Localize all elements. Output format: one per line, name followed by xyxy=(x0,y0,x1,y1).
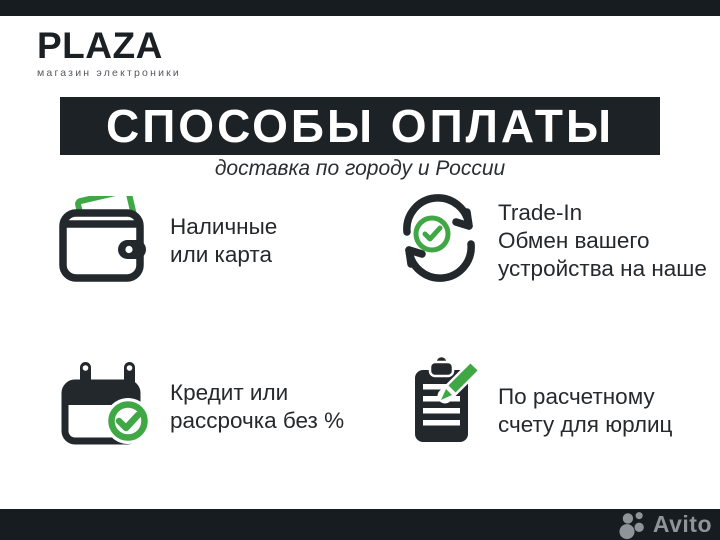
item-line: рассрочка без % xyxy=(170,408,345,433)
item-line: счету для юрлиц xyxy=(498,412,673,437)
brand-logo xyxy=(37,27,181,79)
delivery-subtitle: доставка по городу и России xyxy=(214,157,506,180)
watermark-bar xyxy=(0,509,720,540)
item-line: Обмен вашего xyxy=(498,228,650,253)
title-banner xyxy=(60,97,660,155)
item-line: или карта xyxy=(170,242,272,267)
item-line: По расчетному xyxy=(498,384,655,409)
item-credit-label xyxy=(170,379,344,435)
top-dark-strip xyxy=(0,0,720,16)
avito-logo-icon xyxy=(618,510,650,540)
calendar-check-icon xyxy=(55,355,151,447)
item-line: Trade-In xyxy=(498,200,583,225)
brand-tagline: магазин электроники xyxy=(37,67,181,79)
item-trade-in-label xyxy=(498,199,707,283)
item-cash-card-label xyxy=(170,213,277,269)
page-title: СПОСОБЫ ОПЛАТЫ xyxy=(106,100,614,152)
item-line: Кредит или xyxy=(170,380,289,405)
clipboard-pencil-icon xyxy=(406,354,490,446)
brand-name: PLAZA xyxy=(37,25,163,66)
item-line: Наличные xyxy=(170,214,278,239)
wallet-icon xyxy=(54,196,148,290)
item-line: устройства на наше xyxy=(498,256,707,281)
avito-watermark-label: Avito xyxy=(652,511,712,537)
trade-in-sync-icon xyxy=(394,194,484,282)
item-invoice-label xyxy=(498,383,672,439)
